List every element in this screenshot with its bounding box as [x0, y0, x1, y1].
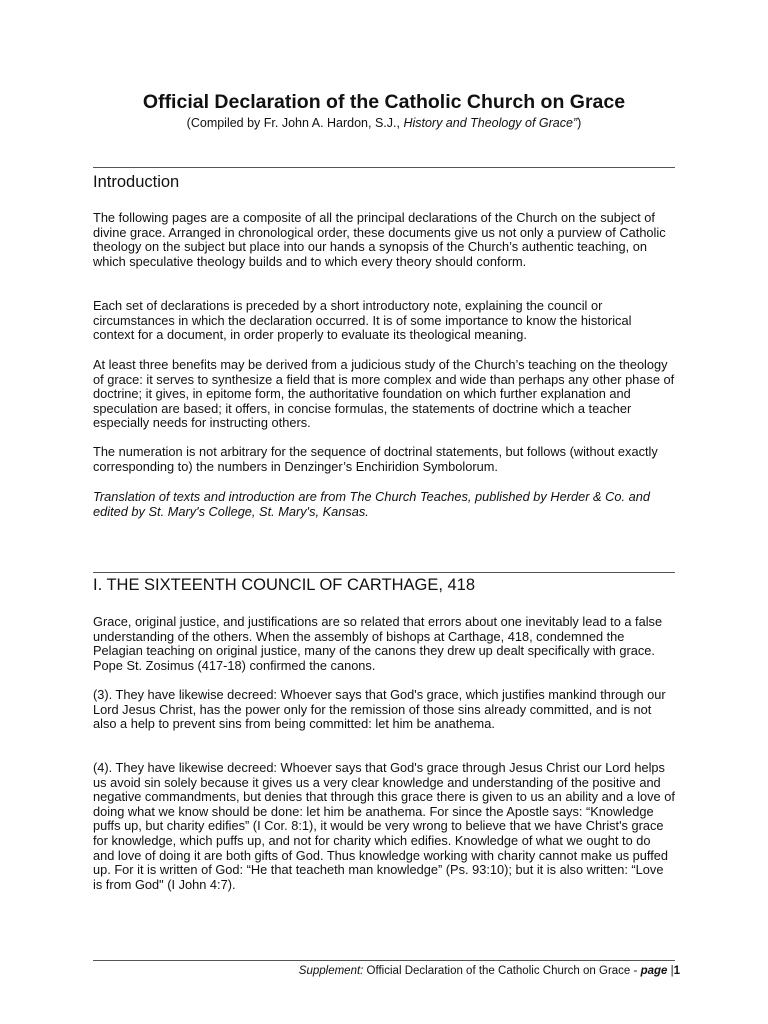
footer-title: Official Declaration of the Catholic Church on Grace -: [363, 965, 641, 977]
intro-paragraph-4: The numeration is not arbitrary for the sequence of doctrinal statements, but follows (without exactly corresponding to) the numbers in Denzinger’s Enchiridion Symbolorum.: [93, 444, 658, 474]
page-footer: [299, 964, 680, 978]
divider-section-one: [93, 572, 675, 573]
footer-page-number: 1: [673, 965, 680, 977]
intro-paragraph-3: At least three benefits may be derived from a judicious study of the Church’s teaching on the theology of grace: it serves to synthesize a field that is more complex and wide than perhaps any other phase of doctrine; it gives, in epitome form, the authoritative foundation on which further explanation and speculation are based; it offers, in concise formulas, the statements of doctrine which a teacher especially needs for instructing others.: [93, 357, 675, 431]
subtitle-suffix: ): [577, 116, 582, 130]
page-subtitle: [93, 114, 675, 132]
subtitle-work: History and Theology of Grace”: [403, 116, 578, 130]
intro-paragraph-2: Each set of declarations is preceded by a short introductory note, explaining the council or circumstances in which the declaration occurred. It is of some importance to know the historical context for a document, in order properly to evaluate its theological meaning.: [93, 298, 632, 343]
divider-footer: [93, 960, 675, 961]
divider-introduction: [93, 167, 675, 168]
introduction-heading: Introduction: [93, 173, 180, 191]
translation-note: Translation of texts and introduction are from The Church Teaches, published by Herder & Co. and edited by St. Mary's College, St. Mary's, Kansas.: [93, 489, 650, 519]
subtitle-prefix: (Compiled by Fr. John A. Hardon, S.J.,: [186, 116, 404, 130]
footer-page-word: page: [640, 965, 668, 977]
page-title: Official Declaration of the Catholic Church on Grace: [142, 91, 626, 113]
document-page: [93, 0, 680, 1024]
intro-paragraph-1: The following pages are a composite of all the principal declarations of the Church on the subject of divine grace. Arranged in chronological order, these documents give us not only a purview of Catholic theology on the subject but place into our hands a synopsis of the Church’s authentic teaching, on which speculative theology builds and to which every theory should conform.: [93, 210, 666, 269]
section-one-paragraph-1: Grace, original justice, and justifications are so related that errors about one inevitably lead to a false understanding of the others. When the assembly of bishops at Carthage, 418, condemned the Pelagian teaching on original justice, many of the canons they drew up dealt specifically with grace. Pope St. Zosimus (417-18) confirmed the canons.: [93, 614, 663, 673]
canon-3-paragraph: (3). They have likewise decreed: Whoever says that God's grace, which justifies mankind through our Lord Jesus Christ, has the power only for the remission of those sins already committed, and is not also a help to prevent sins from being committed: let him be anathema.: [93, 687, 666, 732]
section-one-heading: I. THE SIXTEENTH COUNCIL OF CARTHAGE, 418: [93, 576, 476, 594]
canon-4-paragraph: (4). They have likewise decreed: Whoever says that God's grace through Jesus Christ our Lord helps us avoid sin solely because it gives us a very clear knowledge and understanding of the positive and negative commandments, but denies that through this grace there is given to us an ability and a love of doing what we know should be done: let him be anathema. For since the Apostle says: “Knowledge puffs up, but charity edifies” (I Cor. 8:1), it would be very wrong to believe that we have Christ's grace for knowledge, which puffs up, and not for charity which edifies. Knowledge of what we ought to do and love of doing it are both gifts of God. Thus knowledge working with charity cannot make us puffed up. For it is written of God: “He that teacheth man knowledge” (Ps. 93:10); but it is also written: “Love is from God" (I John 4:7).: [93, 760, 675, 892]
footer-label: Supplement:: [298, 965, 364, 977]
footer-separator: |: [667, 965, 674, 977]
